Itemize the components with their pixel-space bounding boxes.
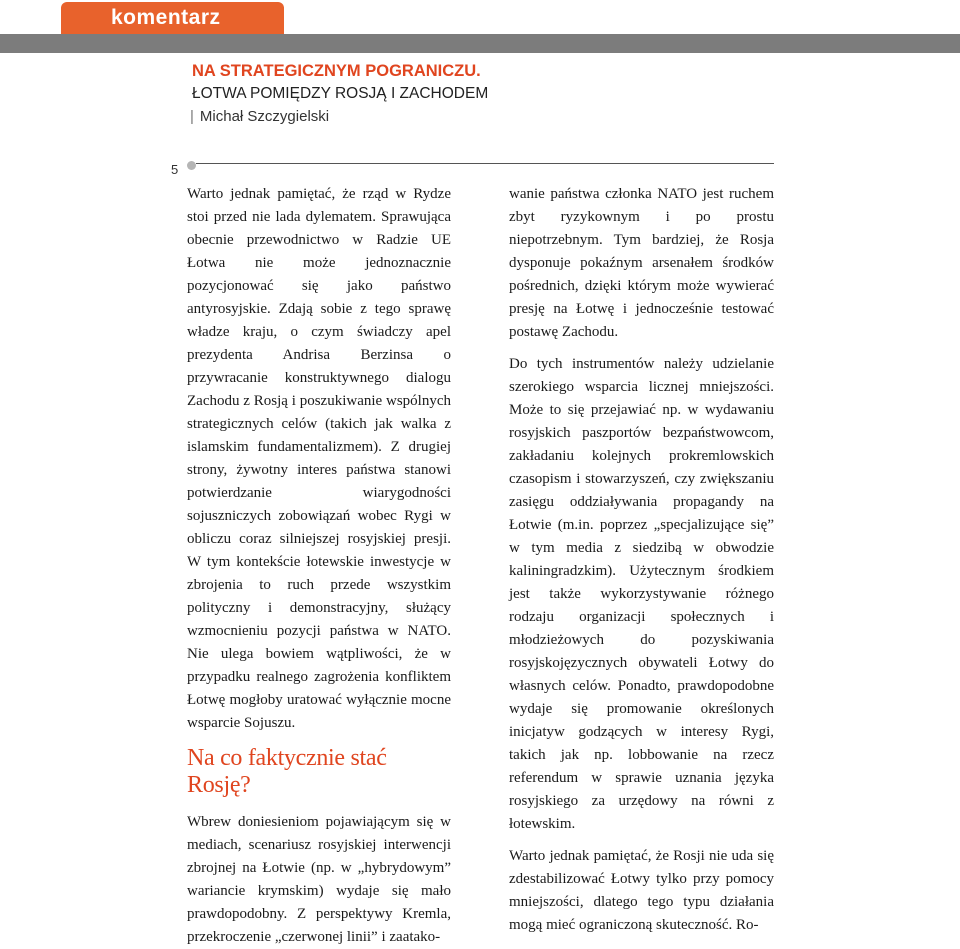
article-title-line2: ŁOTWA POMIĘDZY ROSJĄ I ZACHODEM bbox=[192, 85, 489, 102]
section-tab-label: komentarz bbox=[111, 6, 221, 29]
divider-rule bbox=[196, 163, 774, 164]
author-line bbox=[190, 108, 329, 125]
author-separator: | bbox=[190, 108, 194, 125]
page-marker-dot bbox=[187, 161, 196, 170]
body-paragraph: Warto jednak pamiętać, że Rosji nie uda się zdestabilizować Łotwy tylko przy pomocy mniejszości, dlatego tego typu działania mogą mieć ograniczoną skuteczność. Ro- bbox=[509, 848, 774, 933]
author-name: Michał Szczygielski bbox=[199, 108, 330, 125]
header-bar bbox=[0, 34, 960, 53]
article-title-line1: NA STRATEGICZNYM POGRANICZU. bbox=[192, 62, 481, 80]
right-column bbox=[509, 183, 774, 937]
section-subheading: Na co faktycznie stać Rosję? bbox=[187, 745, 387, 798]
body-paragraph: Warto jednak pamiętać, że rząd w Rydze stoi przed nie lada dylematem. Sprawująca obecnie przewodnictwo w Radzie UE Łotwa nie może jednoznacznie pozycjonować się jako państwo antyrosyjskie. Zdają sobie z tego sprawę władze kraju, o czym świadczy apel prezydenta Andrisa Berzinsa o przywracanie konstruktywnego dialogu Zachodu z Rosją i poszukiwanie wspólnych strategicznych celów (takich jak walka z islamskim fundamentalizmem). Z drugiej strony, żywotny interes państwa stanowi potwierdzanie wiarygodności sojuszniczych zobowiązań wobec Rygi w obliczu coraz silniejszej rosyjskiej presji. W tym kontekście łotewskie inwestycje w zbrojenia to ruch przede wszystkim polityczny i demonstracyjny, służący wzmocnieniu pozycji państwa w NATO. Nie ulega bowiem wątpliwości, że w przypadku realnego zagrożenia konfliktem Łotwę mogłoby uratować wyłącznie mocne wsparcie Sojuszu. bbox=[187, 186, 451, 731]
body-paragraph: wanie państwa członka NATO jest ruchem zbyt ryzykownym i po prostu niepotrzebnym. Tym bardziej, że Rosja dysponuje pokaźnym arsenałem środków pośrednich, dzięki którym może wywierać presję na Łotwę i jednocześnie testować postawę Zachodu. bbox=[509, 186, 774, 340]
page-number: 5 bbox=[171, 162, 179, 177]
left-column bbox=[187, 183, 451, 949]
body-paragraph: Wbrew doniesieniom pojawiającym się w mediach, scenariusz rosyjskiej interwencji zbrojnej na Łotwie (np. w „hybrydowym” wariancie krymskim) wydaje się mało prawdopodobny. Z perspektywy Kremla, przekroczenie „czerwonej linii” i zaatako- bbox=[187, 814, 451, 945]
section-tab bbox=[61, 2, 284, 34]
body-paragraph: Do tych instrumentów należy udzielanie szerokiego wsparcia licznej mniejszości. Może to się przejawiać np. w wydawaniu rosyjskich paszportów bezpaństwowcom, zakładaniu kolejnych prokremlowskich czasopism i stowarzyszeń, czy zwiększaniu zasięgu oddziaływania propagandy na Łotwie (m.in. poprzez „specjalizujące się” w tym media z siedzibą w obwodzie kaliningradzkim). Użytecznym środkiem jest także wykorzystywanie różnego rodzaju organizacji społecznych i młodzieżowych do pozyskiwania rosyjskojęzycznych obywateli Łotwy do własnych celów. Ponadto, prawdopodobne wydaje się promowanie określonych inicjatyw godzących w interesy Rygi, takich jak np. lobbowanie na rzecz referendum w sprawie uznania języka rosyjskiego za urzędowy na równi z łotewskim. bbox=[509, 356, 774, 832]
